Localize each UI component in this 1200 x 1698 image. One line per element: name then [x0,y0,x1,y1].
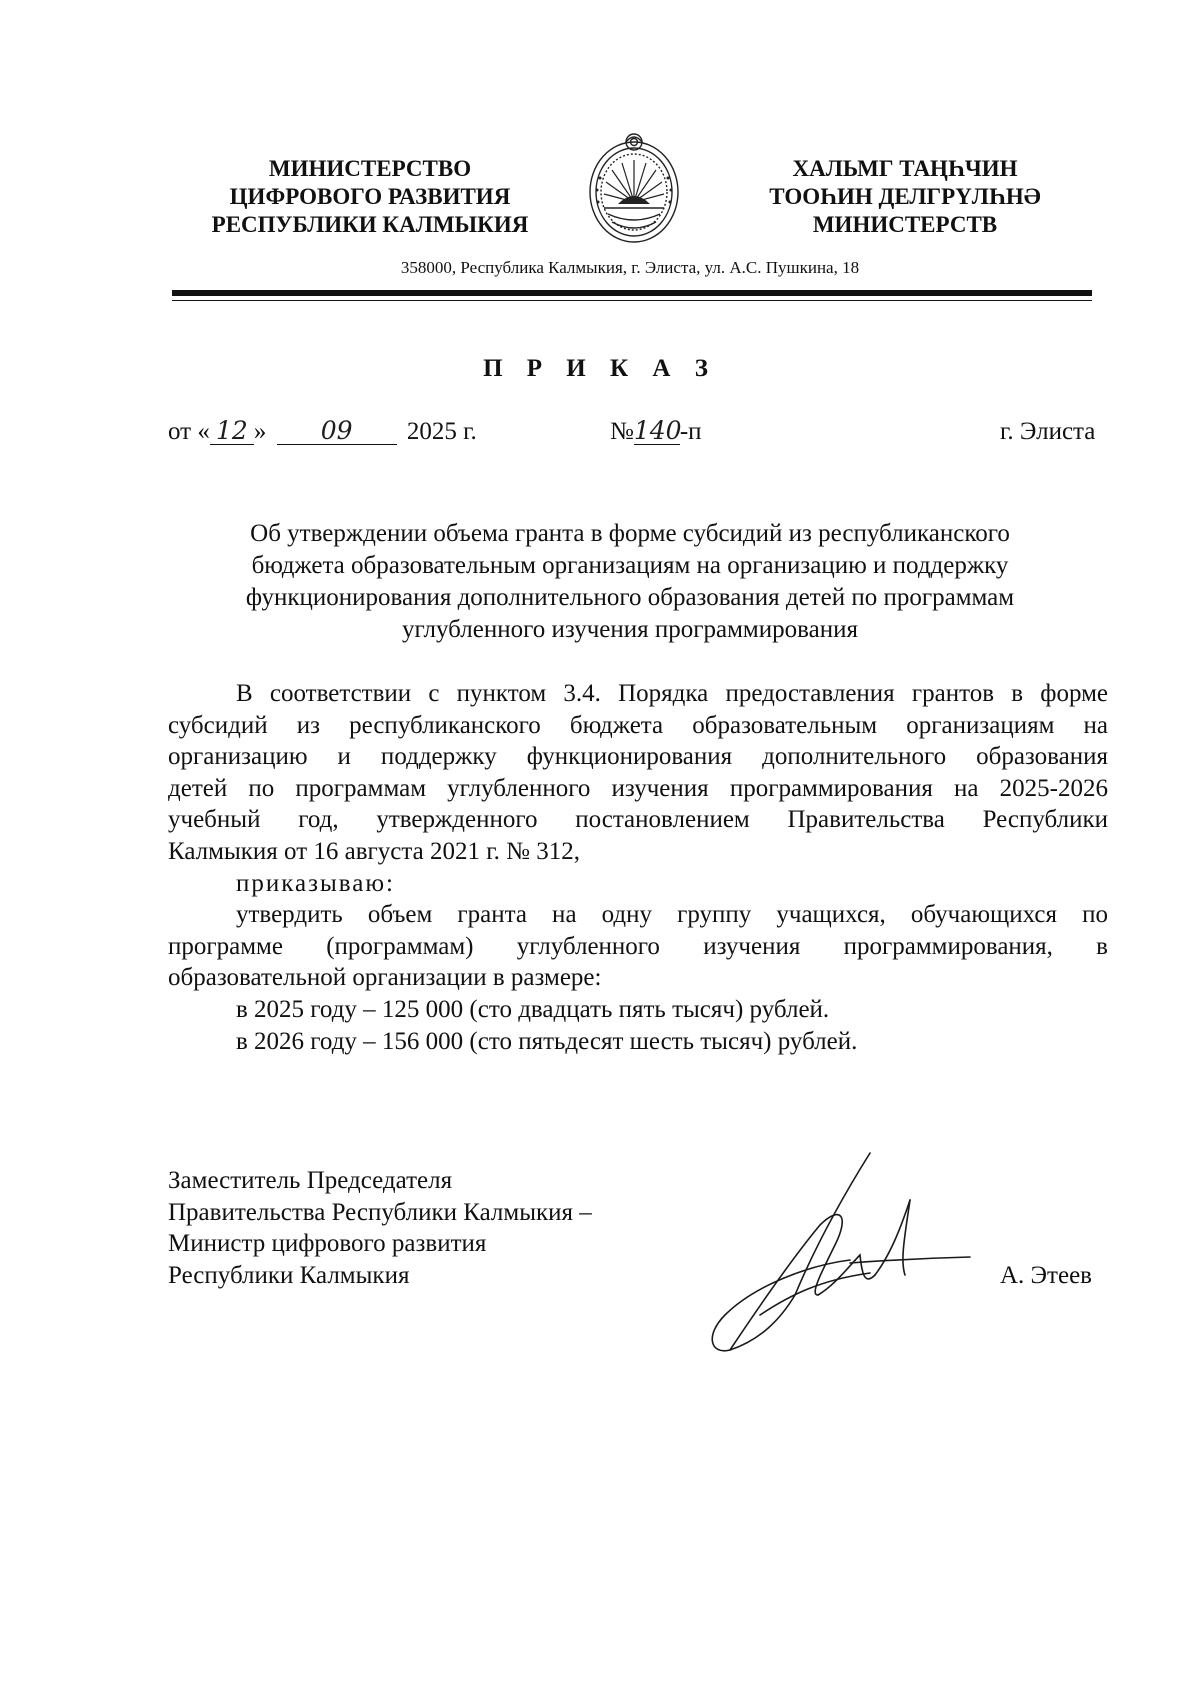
date-prefix: от « [168,418,210,445]
body-line: программе (программам) углубленного изучения программирования, в [168,932,1108,960]
grant-item-2026: в 2026 году – 156 000 (сто пятьдесят шесть тысяч) рублей. [236,1027,858,1055]
title-line: углубленного изучения программирования [402,616,858,643]
title-line: Об утверждении объема гранта в форме субсидий из республиканского [250,520,1010,547]
grant-item-2025: в 2025 году – 125 000 (сто двадцать пять тысяч) рублей. [236,995,830,1023]
ministry-name-russian [190,155,550,239]
document-title [175,518,1085,646]
letterhead-rule-thin [172,300,1092,301]
ministry-name-line: МИНИСТЕРСТВО [268,156,472,181]
signatory-name: А. Этеев [1000,1262,1092,1289]
date-mid: » [253,418,267,445]
date-year: 2025 г. [406,418,477,445]
letterhead-rule-thick [172,290,1092,296]
body-line: субсидий из республиканского бюджета образовательным организациям на [168,711,1108,739]
position-line: Министр цифрового развития [168,1230,487,1258]
ministry-name-kalmyk [740,155,1070,239]
kalmykia-coat-of-arms-icon [582,130,686,248]
title-line: бюджета образовательным организациям на организацию и поддержку [251,552,1009,579]
number-prefix: № [610,418,634,445]
order-word: приказываю: [236,869,395,897]
ministry-address: 358000, Республика Калмыкия, г. Элиста, ул. А.С. Пушкина, 18 [400,258,860,277]
ministry-name-line: ТООҺИН ДЕЛГРҮЛҺНӘ [769,184,1041,209]
signatory-position [168,1165,592,1291]
number-suffix: -п [679,418,702,445]
date-day: 12 [210,418,254,445]
ministry-name-line: ХАЛЬМГ ТАҢҺЧИН [792,156,1018,181]
body-line: учебный год, утвержденного постановлением Правительства Республики [168,806,1108,834]
number-value: 140 [633,416,682,445]
position-line: Правительства Республики Калмыкия – [168,1198,592,1226]
body-line: В соответствии с пунктом 3.4. Порядка предоставления грантов в форме [236,680,1108,707]
body-line: детей по программам углубленного изучения программирования на 2025-2026 [168,774,1108,802]
date-month: 09 [277,418,397,445]
order-city: г. Элиста [1000,418,1096,445]
order-number [610,418,702,446]
position-line: Республики Калмыкия [168,1261,410,1289]
ministry-name-line: МИНИСТЕРСТВ [812,212,998,237]
body-line: утвердить объем гранта на одну группу учащихся, обучающихся по [236,901,1108,929]
handwritten-signature-icon [700,1145,990,1360]
position-line: Заместитель Председателя [168,1167,453,1194]
order-date [168,418,477,446]
ministry-name-line: РЕСПУБЛИКИ КАЛМЫКИЯ [211,212,529,237]
title-line: функционирования дополнительного образования детей по программам [245,584,1015,611]
ministry-name-line: ЦИФРОВОГО РАЗВИТИЯ [229,184,511,209]
body-line: Калмыкия от 16 августа 2021 г. № 312, [168,837,580,865]
document-heading: П Р И К А З [483,355,717,382]
body-line: образовательной организации в размере: [168,964,602,992]
preamble-paragraph [168,678,1108,1057]
body-line: организацию и поддержку функционирования дополнительного образования [168,743,1108,771]
